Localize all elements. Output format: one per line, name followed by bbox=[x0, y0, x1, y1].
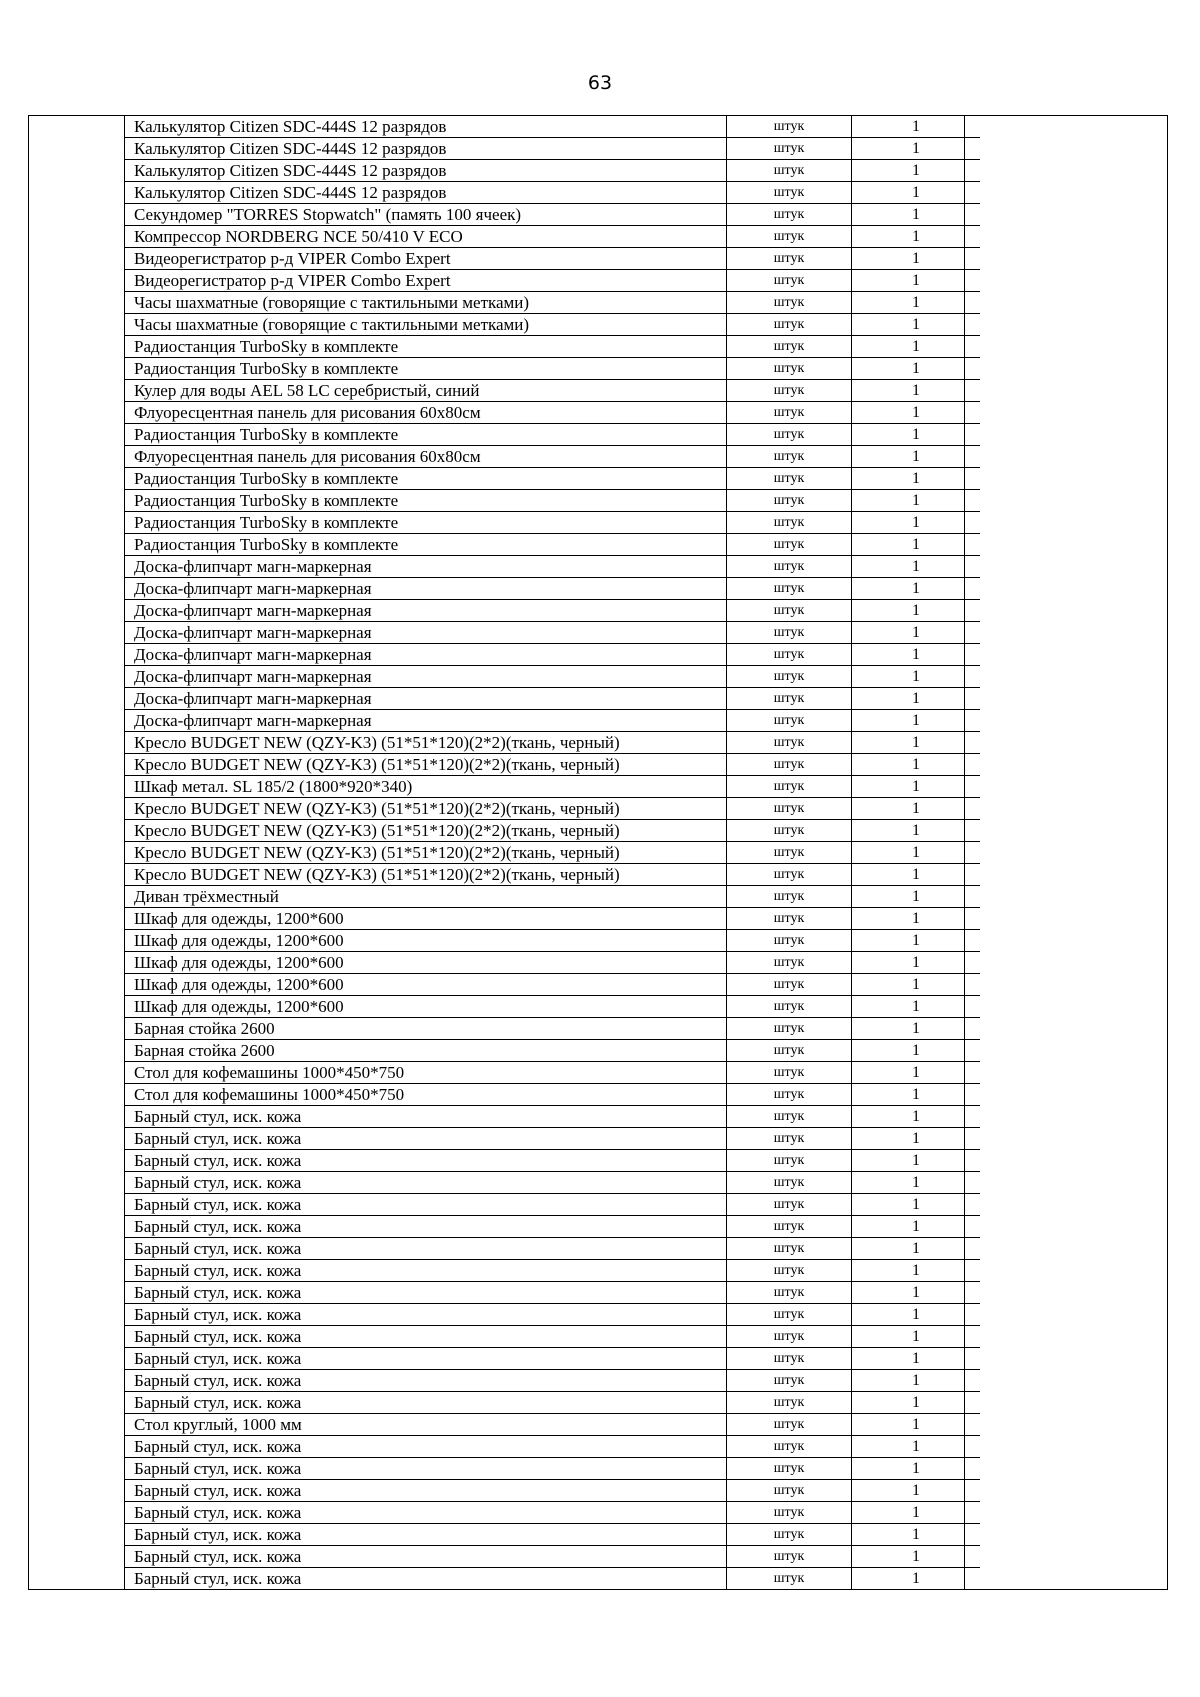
item-unit-cell: штук bbox=[727, 1128, 852, 1150]
item-name-cell: Барная стойка 2600 bbox=[124, 1018, 727, 1040]
table-row bbox=[124, 864, 980, 886]
table-row bbox=[124, 886, 980, 908]
item-qty-cell: 1 bbox=[852, 1414, 981, 1436]
item-name-cell: Барный стул, иск. кожа bbox=[124, 1128, 727, 1150]
item-unit-cell: штук bbox=[727, 1568, 852, 1590]
item-qty-cell: 1 bbox=[852, 292, 981, 314]
item-unit-cell: штук bbox=[727, 490, 852, 512]
item-unit-cell: штук bbox=[727, 1326, 852, 1348]
item-unit-cell: штук bbox=[727, 336, 852, 358]
table-row bbox=[124, 138, 980, 160]
table-row bbox=[124, 446, 980, 468]
table-row bbox=[124, 204, 980, 226]
table-row bbox=[124, 952, 980, 974]
item-qty-cell: 1 bbox=[852, 930, 981, 952]
table-row bbox=[124, 1238, 980, 1260]
item-unit-cell: штук bbox=[727, 1304, 852, 1326]
item-name-cell: Флуоресцентная панель для рисования 60х80см bbox=[124, 446, 727, 468]
item-name-cell: Видеорегистратор р-д VIPER Combo Expert bbox=[124, 248, 727, 270]
item-unit-cell: штук bbox=[727, 138, 852, 160]
item-name-cell: Барный стул, иск. кожа bbox=[124, 1304, 727, 1326]
table-row bbox=[124, 534, 980, 556]
item-qty-cell: 1 bbox=[852, 1106, 981, 1128]
item-qty-cell: 1 bbox=[852, 138, 981, 160]
item-qty-cell: 1 bbox=[852, 732, 981, 754]
item-unit-cell: штук bbox=[727, 1084, 852, 1106]
item-name-cell: Калькулятор Citizen SDC-444S 12 разрядов bbox=[124, 182, 727, 204]
item-unit-cell: штук bbox=[727, 930, 852, 952]
table-row bbox=[124, 1568, 980, 1590]
item-name-cell: Барный стул, иск. кожа bbox=[124, 1546, 727, 1568]
item-name-cell: Барный стул, иск. кожа bbox=[124, 1326, 727, 1348]
item-name-cell: Доска-флипчарт магн-маркерная bbox=[124, 578, 727, 600]
item-unit-cell: штук bbox=[727, 1348, 852, 1370]
item-unit-cell: штук bbox=[727, 380, 852, 402]
table-row bbox=[124, 1348, 980, 1370]
item-qty-cell: 1 bbox=[852, 688, 981, 710]
item-name-cell: Радиостанция TurboSky в комплекте bbox=[124, 512, 727, 534]
item-unit-cell: штук bbox=[727, 292, 852, 314]
item-qty-cell: 1 bbox=[912, 1570, 920, 1587]
table-row bbox=[124, 1128, 980, 1150]
item-qty-cell: 1 bbox=[852, 996, 981, 1018]
item-qty-cell: 1 bbox=[852, 1502, 981, 1524]
item-unit-cell: штук bbox=[727, 842, 852, 864]
table-row bbox=[124, 600, 980, 622]
table-row bbox=[124, 820, 980, 842]
item-unit-cell: штук bbox=[727, 446, 852, 468]
item-name-cell: Барный стул, иск. кожа bbox=[124, 1194, 727, 1216]
item-unit-cell: штук bbox=[727, 468, 852, 490]
item-unit-cell: штук bbox=[727, 182, 852, 204]
table-row bbox=[124, 512, 980, 534]
item-qty-cell: 1 bbox=[852, 798, 981, 820]
item-unit-cell: штук bbox=[727, 402, 852, 424]
item-unit-cell: штук bbox=[727, 248, 852, 270]
item-unit-cell: штук bbox=[727, 732, 852, 754]
item-unit-cell: штук bbox=[727, 644, 852, 666]
table-row bbox=[124, 1502, 980, 1524]
inventory-table bbox=[28, 115, 1168, 1590]
table-row bbox=[124, 292, 980, 314]
item-qty-cell: 1 bbox=[852, 446, 981, 468]
item-qty-cell: 1 bbox=[852, 490, 981, 512]
table-row bbox=[124, 424, 980, 446]
item-unit-cell: штук bbox=[727, 820, 852, 842]
table-row bbox=[124, 1216, 980, 1238]
item-qty-cell: 1 bbox=[852, 578, 981, 600]
item-name-cell: Стол для кофемашины 1000*450*750 bbox=[124, 1084, 727, 1106]
item-unit-cell: штук bbox=[727, 864, 852, 886]
left-empty-column bbox=[29, 116, 125, 1589]
item-unit-cell: штук bbox=[727, 1282, 852, 1304]
item-qty-cell: 1 bbox=[852, 1480, 981, 1502]
table-row bbox=[124, 842, 980, 864]
item-name-cell: Доска-флипчарт магн-маркерная bbox=[124, 622, 727, 644]
item-name-cell: Компрессор NORDBERG NCE 50/410 V ECO bbox=[124, 226, 727, 248]
item-unit-cell: штук bbox=[727, 710, 852, 732]
item-qty-cell: 1 bbox=[852, 1304, 981, 1326]
item-unit-cell: штук bbox=[727, 1392, 852, 1414]
table-row bbox=[124, 1062, 980, 1084]
item-unit-cell: штук bbox=[727, 622, 852, 644]
item-name-cell: Шкаф для одежды, 1200*600 bbox=[124, 996, 727, 1018]
item-name-cell: Калькулятор Citizen SDC-444S 12 разрядов bbox=[124, 160, 727, 182]
item-qty-cell: 1 bbox=[852, 1062, 981, 1084]
item-unit-cell: штук bbox=[727, 204, 852, 226]
item-unit-cell: штук bbox=[727, 1172, 852, 1194]
item-name-cell: Кресло BUDGET NEW (QZY-K3) (51*51*120)(2*2)(ткань, черный) bbox=[124, 842, 727, 864]
table-row bbox=[124, 1304, 980, 1326]
table-row bbox=[124, 116, 980, 138]
item-name-cell: Барный стул, иск. кожа bbox=[124, 1172, 727, 1194]
item-unit-cell: штук bbox=[727, 1502, 852, 1524]
item-qty-cell: 1 bbox=[852, 1040, 981, 1062]
item-qty-cell: 1 bbox=[852, 270, 981, 292]
item-unit-cell: штук bbox=[727, 270, 852, 292]
item-qty-cell: 1 bbox=[852, 842, 981, 864]
item-unit-cell: штук bbox=[727, 688, 852, 710]
item-unit-cell: штук bbox=[727, 358, 852, 380]
table-row bbox=[124, 1150, 980, 1172]
item-qty-cell: 1 bbox=[852, 1458, 981, 1480]
table-row bbox=[124, 380, 980, 402]
item-name-cell: Барный стул, иск. кожа bbox=[124, 1282, 727, 1304]
item-qty-cell: 1 bbox=[852, 116, 981, 138]
item-name-cell: Радиостанция TurboSky в комплекте bbox=[124, 424, 727, 446]
item-unit-cell: штук bbox=[727, 1480, 852, 1502]
item-qty-cell: 1 bbox=[852, 1326, 981, 1348]
table-row bbox=[124, 1436, 980, 1458]
item-name-cell: Барный стул, иск. кожа bbox=[124, 1238, 727, 1260]
item-unit-cell: штук bbox=[727, 1040, 852, 1062]
table-row bbox=[124, 798, 980, 820]
item-name-cell: Радиостанция TurboSky в комплекте bbox=[124, 490, 727, 512]
table-row bbox=[124, 930, 980, 952]
item-unit-cell: штук bbox=[727, 116, 852, 138]
table-row bbox=[124, 688, 980, 710]
item-qty-cell: 1 bbox=[852, 314, 981, 336]
table-row bbox=[124, 1194, 980, 1216]
item-name-cell: Радиостанция TurboSky в комплекте bbox=[124, 534, 727, 556]
item-unit-cell: штук bbox=[727, 798, 852, 820]
item-name-cell: Барная стойка 2600 bbox=[124, 1040, 727, 1062]
table-row bbox=[124, 1480, 980, 1502]
item-qty-cell: 1 bbox=[852, 754, 981, 776]
table-row bbox=[124, 468, 980, 490]
item-unit-cell: штук bbox=[727, 1106, 852, 1128]
table-row bbox=[124, 1326, 980, 1348]
item-unit-cell: штук bbox=[727, 754, 852, 776]
right-empty-column bbox=[964, 116, 1167, 1589]
item-unit-cell: штук bbox=[727, 1018, 852, 1040]
item-name-cell: Часы шахматные (говорящие с тактильными метками) bbox=[124, 314, 727, 336]
item-name-cell: Радиостанция TurboSky в комплекте bbox=[124, 468, 727, 490]
item-name-cell: Шкаф метал. SL 185/2 (1800*920*340) bbox=[124, 776, 727, 798]
table-row bbox=[124, 1260, 980, 1282]
item-qty-cell: 1 bbox=[852, 1018, 981, 1040]
item-qty-cell: 1 bbox=[852, 248, 981, 270]
item-qty-cell: 1 bbox=[852, 160, 981, 182]
table-row bbox=[124, 270, 980, 292]
table-row bbox=[124, 314, 980, 336]
table-row bbox=[124, 1106, 980, 1128]
item-name-cell: Доска-флипчарт магн-маркерная bbox=[124, 556, 727, 578]
table-row bbox=[124, 336, 980, 358]
item-name-cell: Барный стул, иск. кожа bbox=[124, 1458, 727, 1480]
item-name-cell: Доска-флипчарт магн-маркерная bbox=[124, 688, 727, 710]
item-name-cell: Стол для кофемашины 1000*450*750 bbox=[124, 1062, 727, 1084]
item-qty-cell: 1 bbox=[852, 1128, 981, 1150]
item-unit-cell: штук bbox=[727, 974, 852, 996]
item-qty-cell: 1 bbox=[852, 1392, 981, 1414]
item-name-cell: Барный стул, иск. кожа bbox=[124, 1392, 727, 1414]
item-name-cell: Стол круглый, 1000 мм bbox=[124, 1414, 727, 1436]
item-name-cell: Видеорегистратор р-д VIPER Combo Expert bbox=[124, 270, 727, 292]
item-qty-cell: 1 bbox=[852, 1282, 981, 1304]
item-qty-cell: 1 bbox=[852, 776, 981, 798]
item-unit-cell: штук bbox=[727, 1546, 852, 1568]
item-name-cell: Барный стул, иск. кожа bbox=[124, 1260, 727, 1282]
item-name-cell: Барный стул, иск. кожа bbox=[124, 1524, 727, 1546]
item-unit-cell: штук bbox=[727, 996, 852, 1018]
item-name-cell: Радиостанция TurboSky в комплекте bbox=[124, 358, 727, 380]
item-name-cell: Кулер для воды AEL 58 LC серебристый, синий bbox=[124, 380, 727, 402]
item-name-cell: Доска-флипчарт магн-маркерная bbox=[124, 600, 727, 622]
item-unit-cell: штук bbox=[727, 600, 852, 622]
item-qty-cell: 1 bbox=[852, 1436, 981, 1458]
item-unit-cell: штук bbox=[727, 1458, 852, 1480]
item-qty-cell: 1 bbox=[852, 512, 981, 534]
items-table bbox=[124, 116, 980, 1589]
item-name-cell: Барный стул, иск. кожа bbox=[124, 1502, 727, 1524]
item-unit-cell: штук bbox=[727, 512, 852, 534]
table-row bbox=[124, 1524, 980, 1546]
item-qty-cell: 1 bbox=[852, 1370, 981, 1392]
item-qty-cell: 1 bbox=[852, 1084, 981, 1106]
item-qty-cell: 1 bbox=[852, 600, 981, 622]
table-row bbox=[124, 754, 980, 776]
item-name-cell: Барный стул, иск. кожа bbox=[124, 1480, 727, 1502]
item-name-cell: Барный стул, иск. кожа bbox=[124, 1568, 727, 1590]
item-unit-cell: штук bbox=[727, 1150, 852, 1172]
table-row bbox=[124, 732, 980, 754]
item-qty-cell: 1 bbox=[852, 380, 981, 402]
item-qty-cell: 1 bbox=[852, 974, 981, 996]
item-qty-cell: 1 bbox=[852, 358, 981, 380]
table-row bbox=[124, 1084, 980, 1106]
table-row bbox=[124, 1018, 980, 1040]
item-qty-cell: 1 bbox=[852, 886, 981, 908]
item-name-cell: Кресло BUDGET NEW (QZY-K3) (51*51*120)(2*2)(ткань, черный) bbox=[124, 732, 727, 754]
table-row bbox=[124, 578, 980, 600]
item-name-cell: Шкаф для одежды, 1200*600 bbox=[124, 974, 727, 996]
item-unit-cell: штук bbox=[727, 1194, 852, 1216]
item-unit-cell: штук bbox=[727, 226, 852, 248]
table-row bbox=[124, 1458, 980, 1480]
item-unit-cell: штук bbox=[727, 908, 852, 930]
item-unit-cell: штук bbox=[727, 1062, 852, 1084]
item-qty-cell: 1 bbox=[852, 1348, 981, 1370]
item-name-cell: Барный стул, иск. кожа bbox=[124, 1348, 727, 1370]
item-qty-cell: 1 bbox=[852, 1546, 981, 1568]
item-qty-cell: 1 bbox=[852, 556, 981, 578]
item-name-cell: Флуоресцентная панель для рисования 60х80см bbox=[124, 402, 727, 424]
item-qty-cell: 1 bbox=[852, 710, 981, 732]
item-qty-cell: 1 bbox=[852, 1194, 981, 1216]
item-qty-cell: 1 bbox=[852, 182, 981, 204]
item-qty-cell: 1 bbox=[852, 534, 981, 556]
item-name-cell: Кресло BUDGET NEW (QZY-K3) (51*51*120)(2*2)(ткань, черный) bbox=[124, 754, 727, 776]
table-row bbox=[124, 908, 980, 930]
item-qty-cell: 1 bbox=[852, 1238, 981, 1260]
page-number: 63 bbox=[587, 72, 613, 94]
table-row bbox=[124, 644, 980, 666]
item-unit-cell: штук bbox=[727, 1414, 852, 1436]
item-name-cell: Диван трёхместный bbox=[124, 886, 727, 908]
table-row bbox=[124, 490, 980, 512]
table-row bbox=[124, 666, 980, 688]
table-row bbox=[124, 1414, 980, 1436]
item-qty-cell: 1 bbox=[852, 1172, 981, 1194]
item-name-cell: Барный стул, иск. кожа bbox=[124, 1370, 727, 1392]
item-name-cell: Барный стул, иск. кожа bbox=[124, 1436, 727, 1458]
item-qty-cell: 1 bbox=[852, 864, 981, 886]
item-qty-cell: 1 bbox=[852, 820, 981, 842]
item-name-cell: Кресло BUDGET NEW (QZY-K3) (51*51*120)(2*2)(ткань, черный) bbox=[124, 864, 727, 886]
table-row bbox=[124, 1392, 980, 1414]
item-unit-cell: штук bbox=[727, 556, 852, 578]
item-qty-cell: 1 bbox=[852, 204, 981, 226]
item-name-cell: Часы шахматные (говорящие с тактильными метками) bbox=[124, 292, 727, 314]
item-name-cell: Доска-флипчарт магн-маркерная bbox=[124, 710, 727, 732]
table-row bbox=[124, 160, 980, 182]
item-name-cell: Кресло BUDGET NEW (QZY-K3) (51*51*120)(2*2)(ткань, черный) bbox=[124, 798, 727, 820]
item-unit-cell: штук bbox=[727, 1524, 852, 1546]
table-row bbox=[124, 622, 980, 644]
item-qty-cell: 1 bbox=[852, 908, 981, 930]
item-qty-cell: 1 bbox=[852, 622, 981, 644]
table-row bbox=[124, 710, 980, 732]
table-row bbox=[124, 776, 980, 798]
item-unit-cell: штук bbox=[727, 886, 852, 908]
item-unit-cell: штук bbox=[727, 314, 852, 336]
item-qty-cell: 1 bbox=[852, 424, 981, 446]
item-name-cell: Шкаф для одежды, 1200*600 bbox=[124, 952, 727, 974]
item-qty-cell: 1 bbox=[852, 468, 981, 490]
item-unit-cell: штук bbox=[727, 1216, 852, 1238]
table-row bbox=[124, 226, 980, 248]
item-qty-cell: 1 bbox=[852, 1260, 981, 1282]
item-unit-cell: штук bbox=[727, 160, 852, 182]
item-name-cell: Калькулятор Citizen SDC-444S 12 разрядов bbox=[124, 138, 727, 160]
item-qty-cell: 1 bbox=[852, 1524, 981, 1546]
table-row bbox=[124, 974, 980, 996]
item-name-cell: Барный стул, иск. кожа bbox=[124, 1150, 727, 1172]
item-name-cell: Кресло BUDGET NEW (QZY-K3) (51*51*120)(2*2)(ткань, черный) bbox=[124, 820, 727, 842]
item-qty-cell: 1 bbox=[852, 1150, 981, 1172]
item-name-cell: Барный стул, иск. кожа bbox=[124, 1216, 727, 1238]
item-unit-cell: штук bbox=[727, 776, 852, 798]
table-row bbox=[124, 182, 980, 204]
item-unit-cell: штук bbox=[727, 666, 852, 688]
item-qty-cell: 1 bbox=[852, 644, 981, 666]
table-row bbox=[124, 556, 980, 578]
item-qty-cell: 1 bbox=[852, 336, 981, 358]
table-row bbox=[124, 248, 980, 270]
table-row bbox=[124, 402, 980, 424]
item-unit-cell: штук bbox=[727, 424, 852, 446]
table-row bbox=[124, 358, 980, 380]
table-row bbox=[124, 1040, 980, 1062]
item-unit-cell: штук bbox=[727, 1370, 852, 1392]
item-qty-cell: 1 bbox=[852, 1216, 981, 1238]
item-unit-cell: штук bbox=[727, 1238, 852, 1260]
item-name-cell: Калькулятор Citizen SDC-444S 12 разрядов bbox=[124, 116, 727, 138]
item-unit-cell: штук bbox=[727, 1260, 852, 1282]
table-row bbox=[124, 1282, 980, 1304]
table-row bbox=[124, 1546, 980, 1568]
item-qty-cell: 1 bbox=[852, 952, 981, 974]
item-unit-cell: штук bbox=[727, 534, 852, 556]
item-unit-cell: штук bbox=[727, 1436, 852, 1458]
item-unit-cell: штук bbox=[727, 952, 852, 974]
item-name-cell: Доска-флипчарт магн-маркерная bbox=[124, 666, 727, 688]
table-row bbox=[124, 996, 980, 1018]
item-qty-cell: 1 bbox=[852, 226, 981, 248]
item-qty-cell: 1 bbox=[852, 402, 981, 424]
item-name-cell: Барный стул, иск. кожа bbox=[124, 1106, 727, 1128]
table-row bbox=[124, 1172, 980, 1194]
item-name-cell: Шкаф для одежды, 1200*600 bbox=[124, 908, 727, 930]
item-name-cell: Секундомер "TORRES Stopwatch" (память 100 ячеек) bbox=[124, 204, 727, 226]
item-name-cell: Шкаф для одежды, 1200*600 bbox=[124, 930, 727, 952]
item-qty-cell: 1 bbox=[852, 666, 981, 688]
item-unit-cell: штук bbox=[727, 578, 852, 600]
item-name-cell: Доска-флипчарт магн-маркерная bbox=[124, 644, 727, 666]
table-row bbox=[124, 1370, 980, 1392]
item-name-cell: Радиостанция TurboSky в комплекте bbox=[124, 336, 727, 358]
